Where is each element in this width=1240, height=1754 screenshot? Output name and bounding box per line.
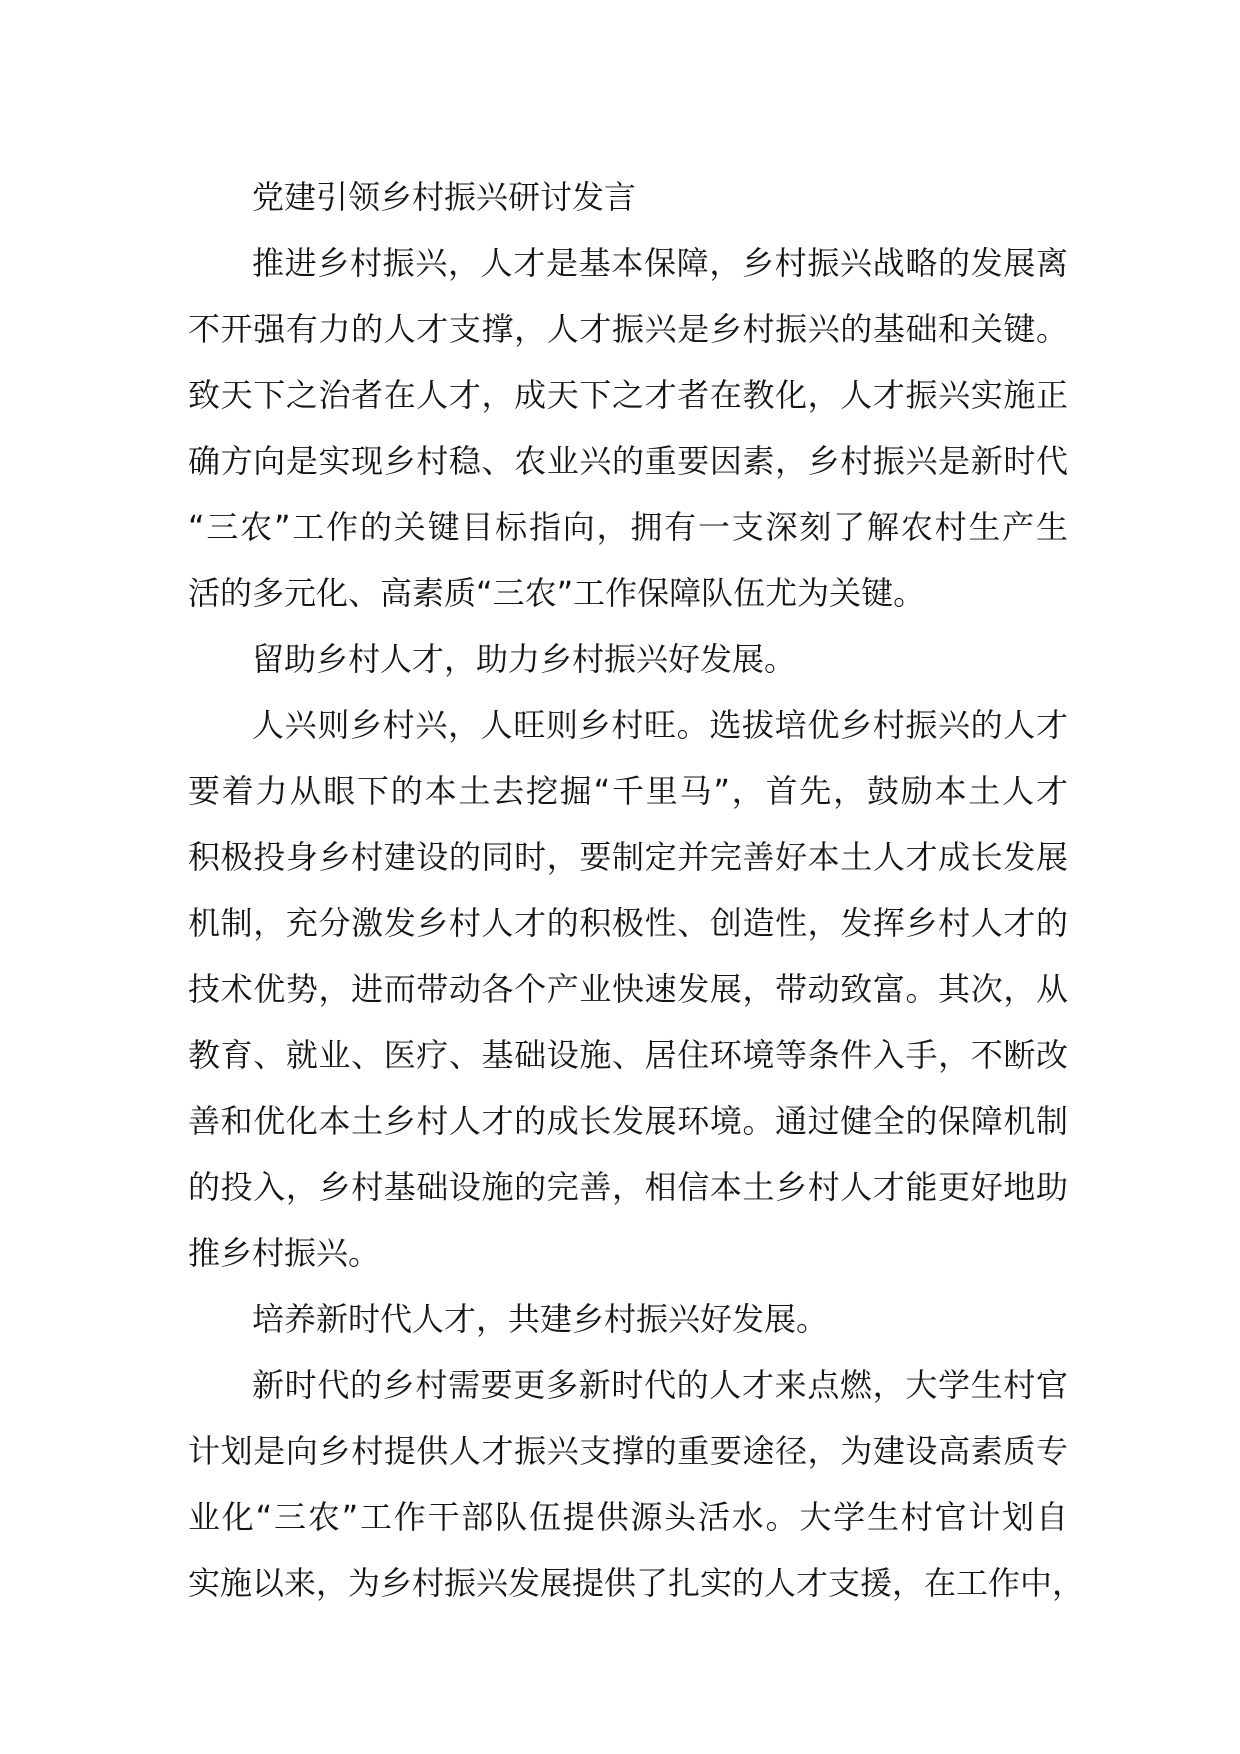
paragraph-3-line-2: 要着力从眼下的本土去挖掘“千里马”，首先，鼓励本土人才 xyxy=(188,772,1068,810)
paragraph-3-line-1: 人兴则乡村兴，人旺则乡村旺。选拔培优乡村振兴的人才 xyxy=(252,706,1068,744)
paragraph-1-line-3: 致天下之治者在人才，成天下之才者在教化，人才振兴实施正 xyxy=(188,376,1068,414)
paragraph-1-line-1: 推进乡村振兴，人才是基本保障，乡村振兴战略的发展离 xyxy=(252,244,1068,282)
document-title: 党建引领乡村振兴研讨发言 xyxy=(252,178,637,216)
paragraph-3-line-9: 推乡村振兴。 xyxy=(188,1234,381,1272)
paragraph-3-line-4: 机制，充分激发乡村人才的积极性、创造性，发挥乡村人才的 xyxy=(188,904,1068,942)
paragraph-5-line-4: 实施以来，为乡村振兴发展提供了扎实的人才支援，在工作中， xyxy=(188,1564,1085,1602)
paragraph-1-line-5: “三农”工作的关键目标指向，拥有一支深刻了解农村生产生 xyxy=(188,508,1068,546)
section-heading-2: 培养新时代人才，共建乡村振兴好发展。 xyxy=(252,1300,829,1338)
paragraph-3-line-6: 教育、就业、医疗、基础设施、居住环境等条件入手，不断改 xyxy=(188,1036,1068,1074)
paragraph-3-line-5: 技术优势，进而带动各个产业快速发展，带动致富。其次，从 xyxy=(188,970,1068,1008)
paragraph-3-line-3: 积极投身乡村建设的同时，要制定并完善好本土人才成长发展 xyxy=(188,838,1068,876)
paragraph-3-line-8: 的投入，乡村基础设施的完善，相信本土乡村人才能更好地助 xyxy=(188,1168,1068,1206)
paragraph-1-line-4: 确方向是实现乡村稳、农业兴的重要因素，乡村振兴是新时代 xyxy=(188,442,1068,480)
paragraph-5-line-3: 业化“三农”工作干部队伍提供源头活水。大学生村官计划自 xyxy=(188,1498,1068,1536)
paragraph-1-line-2: 不开强有力的人才支撑，人才振兴是乡村振兴的基础和关键。 xyxy=(188,310,1068,348)
paragraph-5-line-1: 新时代的乡村需要更多新时代的人才来点燃，大学生村官 xyxy=(252,1366,1068,1404)
section-heading-1: 留助乡村人才，助力乡村振兴好发展。 xyxy=(252,640,797,678)
paragraph-3-line-7: 善和优化本土乡村人才的成长发展环境。通过健全的保障机制 xyxy=(188,1102,1068,1140)
paragraph-1-line-6: 活的多元化、高素质“三农”工作保障队伍尤为关键。 xyxy=(188,574,926,612)
paragraph-5-line-2: 计划是向乡村提供人才振兴支撑的重要途径，为建设高素质专 xyxy=(188,1432,1068,1470)
